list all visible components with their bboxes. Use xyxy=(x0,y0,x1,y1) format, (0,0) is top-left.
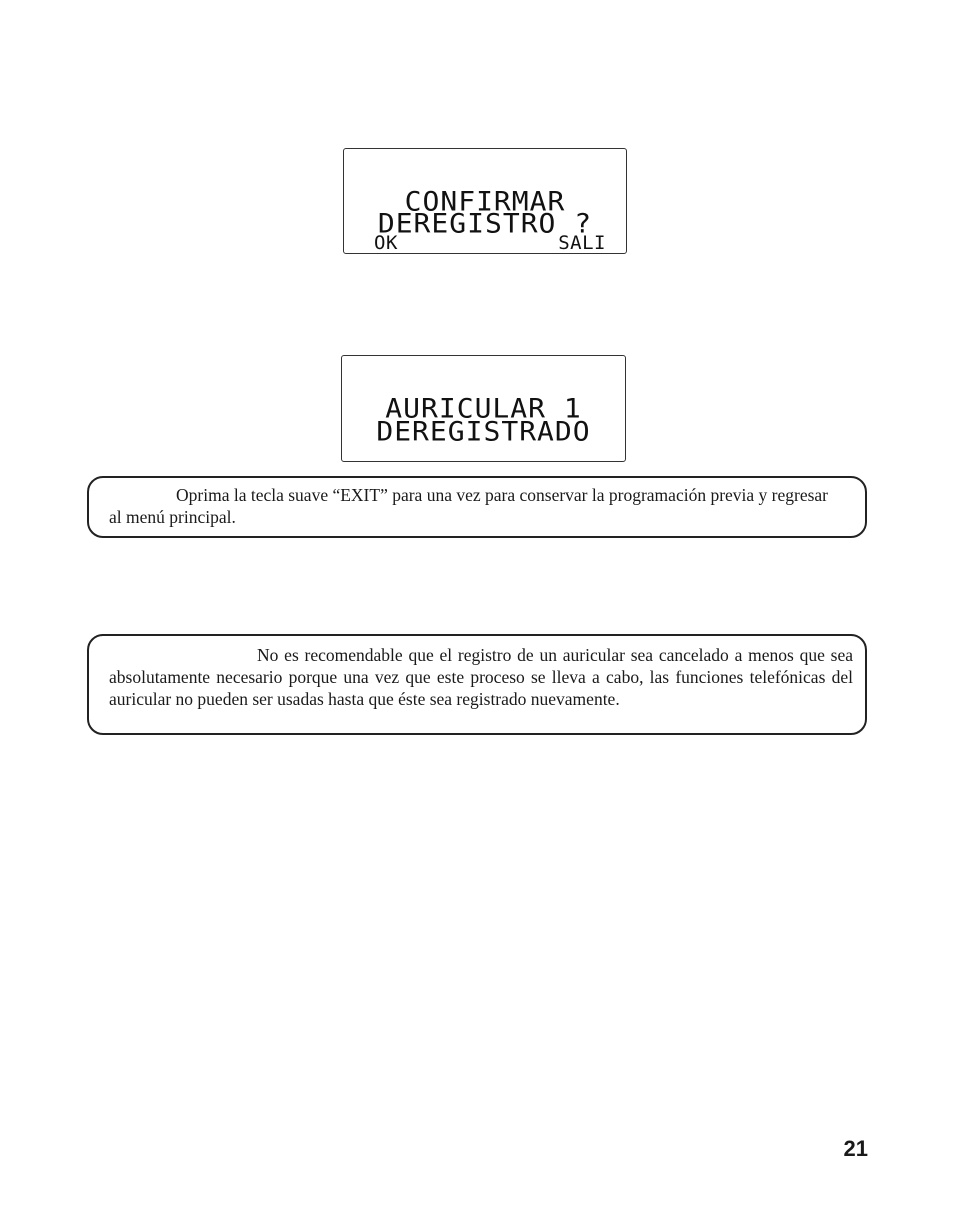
note-text: No es recomendable que el registro de un auricular sea cancelado a menos que sea absolutamente necesario porque una vez que este proceso se lleva a cabo, las funciones telefónicas del auricular no pueden ser usadas hasta que éste sea registrado nuevamente. xyxy=(109,645,853,709)
lcd-line-1: AURICULAR 1 xyxy=(385,392,582,425)
page-number: 21 xyxy=(843,1136,868,1161)
lcd-line-2: DEREGISTRO ? xyxy=(377,207,593,240)
softkey-exit-label: SALI xyxy=(558,232,606,254)
note-box-exit-tip xyxy=(87,476,867,538)
lcd-line-1: CONFIRMAR xyxy=(404,185,566,218)
note-box-deregister-warning xyxy=(87,634,867,735)
lcd-line-2: DEREGISTRADO xyxy=(376,415,591,448)
note-text: Oprima la tecla suave “EXIT” para una vez para conservar la programación previa y regresar al menú principal. xyxy=(109,485,829,527)
softkey-ok-label: OK xyxy=(374,232,398,254)
lcd-display-deregistered xyxy=(341,355,626,462)
lcd-display-confirm xyxy=(343,148,627,254)
